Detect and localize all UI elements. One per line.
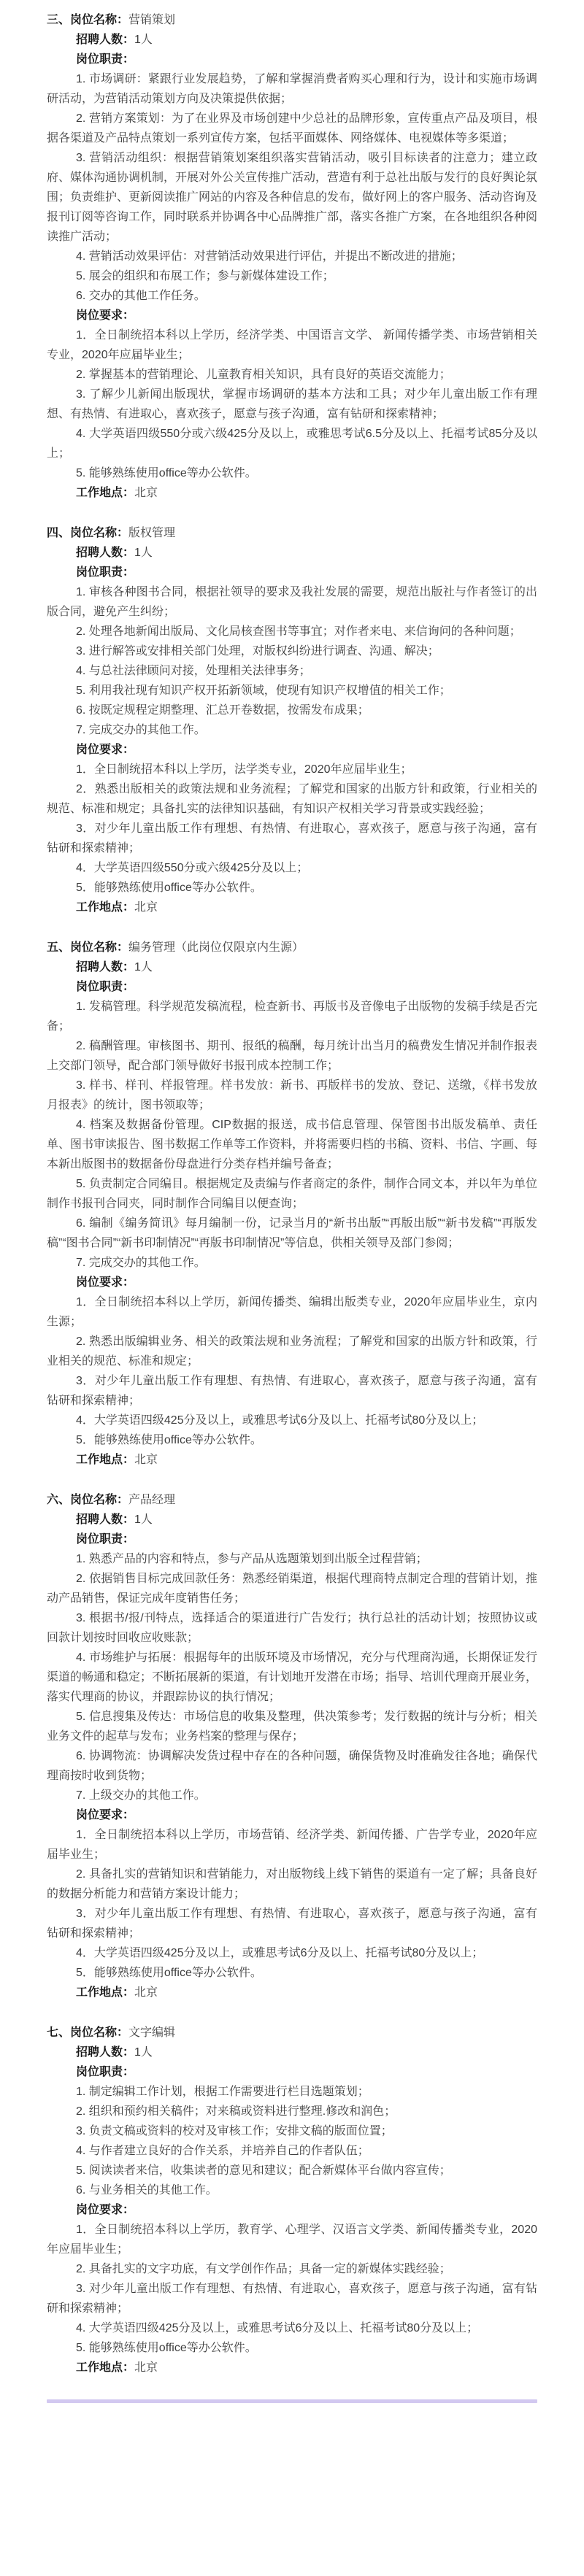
recruit-count-label: 招聘人数： [76, 1513, 135, 1526]
duties-label-line [47, 2062, 537, 2082]
requirement-item: 5. 能够熟练使用office等办公软件。 [76, 467, 257, 479]
duties-label-line [47, 563, 537, 582]
section-marketing-planning [47, 10, 537, 503]
recruit-count-line [47, 957, 537, 977]
location-line [47, 898, 537, 917]
duty-item: 1. 制定编辑工作计划，根据工作需要进行栏目选题策划； [76, 2086, 369, 2098]
duty-item: 3. 负责文稿或资料的校对及审核工作；安排文稿的版面位置； [76, 2125, 393, 2137]
duty-item: 3. 营销活动组织：根据营销策划案组织落实营销活动，吸引目标读者的注意力；建立政府、媒体沟通协调机制，开展对外公关宣传推广活动，营造有利于总社出版与发行的良好舆论氛围；负责维护、更新阅读推广网站的内容及各种信息的发布，做好网上的客户服务、活动咨询及报刊订阅等咨询工作，同时联系并协调各中心品牌推广部，落实各推广方案，在各地组织各种阅读推广活动； [47, 152, 538, 243]
position-name: 版权管理 [128, 527, 176, 539]
requirement-item: 1．全日制统招本科以上学历，新闻传播类、编辑出版类专业，2020年应届毕业生，京内生源； [47, 1296, 537, 1328]
recruit-count-value: 1人 [134, 34, 153, 46]
duties-label: 岗位职责： [76, 53, 135, 66]
requirement-item: 4．大学英语四级550分或六级425分及以上； [76, 862, 309, 874]
recruit-count-line [47, 543, 537, 563]
section-heading [47, 2023, 537, 2043]
position-name: 产品经理 [128, 1494, 176, 1506]
requirements-label-line [47, 306, 537, 325]
duties-label-line [47, 50, 537, 69]
requirements-label-line [47, 1805, 537, 1825]
requirement-item: 4．大学英语四级425分及以上，或雅思考试6分及以上、托福考试80分及以上； [76, 1947, 484, 1959]
duties-list [47, 2082, 537, 2200]
recruit-count-value: 1人 [134, 547, 153, 559]
requirement-item: 1．全日制统招本科以上学历，法学类专业，2020年应届毕业生； [76, 763, 412, 776]
location-value: 北京 [134, 901, 158, 914]
duty-item: 4. 档案及数据备份管理。CIP数据的报送，成书信息管理、保管图书出版发稿单、责任单、图书审读报告、图书数据工作单等工作资料，并将需要归档的书稿、资料、书信、字画、每本新出版图书的数据备份母盘进行分类存档并编号备查； [47, 1119, 538, 1171]
duty-item: 3. 样书、样刊、样报管理。样书发放：新书、再版样书的发放、登记、送缴，《样书发放月报表》的统计，图书领取等； [47, 1079, 537, 1111]
duties-label: 岗位职责： [76, 981, 135, 993]
recruit-count-line [47, 1510, 537, 1530]
duty-item: 4. 与作者建立良好的合作关系，并培养自己的作者队伍； [76, 2145, 369, 2157]
duty-item: 6. 编制《编务简讯》每月编制一份，记录当月的“新书出版”“再版出版”“新书发稿”“再版发稿”“图书合同”“新书印制情况”“再版书印制情况”等信息，供相关领导及部门参阅； [47, 1217, 537, 1249]
requirement-item: 2. 具备扎实的文字功底，有文学创作作品；具备一定的新媒体实践经验； [76, 2263, 451, 2275]
duty-item: 1. 市场调研：紧跟行业发展趋势，了解和掌握消费者购买心理和行为，设计和实施市场调研活动，为营销活动策划方向及决策提供依据； [47, 73, 537, 105]
location-line [47, 483, 537, 503]
duty-item: 1. 审核各种图书合同，根据社领导的要求及我社发展的需要，规范出版社与作者签订的出版合同，避免产生纠纷； [47, 586, 537, 618]
location-value: 北京 [134, 487, 158, 499]
duty-item: 2. 营销方案策划：为了在业界及市场创建中少总社的品牌形象，宣传重点产品及项目，根据各渠道及产品特点策划一系列宣传方案，包括平面媒体、网络媒体、电视媒体等多渠道； [47, 112, 537, 144]
recruit-count-line [47, 30, 537, 50]
requirement-item: 2. 具备扎实的营销知识和营销能力，对出版物线上线下销售的渠道有一定了解；具备良好的数据分析能力和营销方案设计能力； [47, 1868, 537, 1900]
location-line [47, 1450, 537, 1470]
recruit-count-label: 招聘人数： [76, 547, 135, 559]
requirement-item: 1．全日制统招本科以上学历，市场营销、经济学类、新闻传播、广告学专业，2020年应届毕业生； [47, 1829, 537, 1861]
location-label: 工作地点： [76, 901, 135, 914]
requirements-label: 岗位要求： [76, 1809, 135, 1821]
bottom-divider [47, 2399, 537, 2403]
section-copyright-management [47, 523, 537, 917]
recruit-count-label: 招聘人数： [76, 2046, 135, 2059]
requirement-item: 2. 熟悉出版编辑业务、相关的政策法规和业务流程；了解党和国家的出版方针和政策，行业相关的规范、标准和规定； [47, 1335, 537, 1368]
position-name: 营销策划 [128, 14, 176, 26]
location-line [47, 2358, 537, 2378]
duties-list [47, 1549, 537, 1805]
requirement-item: 3．对少年儿童出版工作有理想、有热情、有进取心，喜欢孩子，愿意与孩子沟通，富有钻研和探索精神； [47, 1375, 537, 1407]
duty-item: 2. 稿酬管理。审核图书、期刊、报纸的稿酬，每月统计出当月的稿费发生情况并制作报表上交部门领导，配合部门领导做好书报刊成本控制工作； [47, 1040, 537, 1072]
duty-item: 7. 上级交办的其他工作。 [76, 1789, 206, 1802]
location-label: 工作地点： [76, 487, 135, 499]
duty-item: 3. 进行解答或安排相关部门处理，对版权纠纷进行调查、沟通、解决； [76, 645, 439, 658]
requirement-item: 4. 大学英语四级550分或六级425分及以上，或雅思考试6.5分及以上、托福考试85分及以上； [47, 428, 537, 460]
requirements-list [47, 1292, 537, 1450]
location-label: 工作地点： [76, 1986, 135, 1999]
recruit-count-line [47, 2043, 537, 2062]
requirement-item: 3．对少年儿童出版工作有理想、有热情、有进取心，喜欢孩子，愿意与孩子沟通，富有钻研和探索精神； [47, 822, 537, 855]
duty-item: 5. 展会的组织和布展工作；参与新媒体建设工作； [76, 270, 334, 282]
requirement-item: 5．能够熟练使用office等办公软件。 [76, 882, 262, 894]
section-heading [47, 938, 537, 957]
duty-item: 6. 按既定规程定期整理、汇总开卷数据，按需发布成果； [76, 704, 369, 717]
duties-list [47, 582, 537, 740]
section-heading-label: 六、岗位名称： [47, 1494, 129, 1506]
requirement-item: 1．全日制统招本科以上学历，经济学类、中国语言文学、 新闻传播学类、市场营销相关专业，2020年应届毕业生； [47, 329, 537, 361]
requirements-label-line [47, 2200, 537, 2220]
section-text-editor [47, 2023, 537, 2378]
requirement-item: 3. 对少年儿童出版工作有理想、有热情、有进取心，喜欢孩子，愿意与孩子沟通，富有钻研和探索精神； [47, 2283, 537, 2315]
duties-list [47, 69, 537, 306]
location-value: 北京 [134, 1454, 158, 1466]
duty-item: 2. 组织和预约相关稿件；对来稿或资料进行整理.修改和润色； [76, 2105, 396, 2118]
requirements-label: 岗位要求： [76, 2204, 135, 2216]
duties-list [47, 997, 537, 1273]
requirement-item: 5．能够熟练使用office等办公软件。 [76, 1434, 262, 1446]
requirement-item: 5．能够熟练使用office等办公软件。 [76, 1967, 262, 1979]
recruit-count-label: 招聘人数： [76, 961, 135, 973]
location-line [47, 1983, 537, 2002]
requirements-list [47, 2220, 537, 2358]
duty-item: 7. 完成交办的其他工作。 [76, 724, 206, 736]
section-editorial-affairs [47, 938, 537, 1470]
section-heading-label: 七、岗位名称： [47, 2027, 129, 2039]
requirements-label-line [47, 1273, 537, 1292]
duty-item: 4. 营销活动效果评估：对营销活动效果进行评估，并提出不断改进的措施； [76, 250, 463, 263]
duties-label: 岗位职责： [76, 1533, 135, 1546]
section-heading-label: 五、岗位名称： [47, 941, 129, 954]
section-heading [47, 10, 537, 30]
section-heading-label: 四、岗位名称： [47, 527, 129, 539]
location-label: 工作地点： [76, 1454, 135, 1466]
location-value: 北京 [134, 1986, 158, 1999]
recruit-count-value: 1人 [134, 2046, 153, 2059]
requirements-list [47, 325, 537, 483]
duties-label-line [47, 977, 537, 997]
duty-item: 3. 根据书/报/刊特点，选择适合的渠道进行广告发行；执行总社的活动计划；按照协议或回款计划按时回收应收账款； [47, 1612, 537, 1644]
requirements-label: 岗位要求： [76, 744, 135, 756]
requirement-item: 2. 掌握基本的营销理论、儿童教育相关知识，具有良好的英语交流能力； [76, 369, 451, 381]
duty-item: 2. 处理各地新闻出版局、文化局核查图书等事宜；对作者来电、来信询问的各种问题； [76, 625, 521, 638]
duty-item: 6. 与业务相关的其他工作。 [76, 2184, 218, 2197]
position-name: 文字编辑 [128, 2027, 176, 2039]
location-value: 北京 [134, 2361, 158, 2374]
requirement-item: 3．对少年儿童出版工作有理想、有热情、有进取心，喜欢孩子，愿意与孩子沟通，富有钻研和探索精神； [47, 1908, 537, 1940]
requirements-list [47, 1825, 537, 1983]
duty-item: 6. 协调物流：协调解决发货过程中存在的各种问题，确保货物及时准确发往各地；确保代理商按时收到货物； [47, 1750, 537, 1782]
duty-item: 5. 负责制定合同编目。根据规定及责编与作者商定的条件，制作合同文本，并以年为单位制作书报刊合同夹，同时制作合同编目以便查询； [47, 1178, 537, 1210]
recruit-count-label: 招聘人数： [76, 34, 135, 46]
requirements-label: 岗位要求： [76, 309, 135, 322]
duty-item: 7. 完成交办的其他工作。 [76, 1257, 206, 1269]
requirements-label-line [47, 740, 537, 760]
recruit-count-value: 1人 [134, 1513, 153, 1526]
recruit-count-value: 1人 [134, 961, 153, 973]
duty-item: 5. 阅读读者来信，收集读者的意见和建议；配合新媒体平台做内容宣传； [76, 2164, 451, 2177]
duties-label: 岗位职责： [76, 566, 135, 579]
duties-label-line [47, 1530, 537, 1549]
section-heading [47, 523, 537, 543]
duties-label: 岗位职责： [76, 2066, 135, 2078]
requirement-item: 4．大学英语四级425分及以上，或雅思考试6分及以上、托福考试80分及以上； [76, 1414, 484, 1427]
duty-item: 1. 发稿管理。科学规范发稿流程，检查新书、再版书及音像电子出版物的发稿手续是否完备； [47, 1000, 537, 1033]
section-product-manager [47, 1490, 537, 2002]
section-heading-label: 三、岗位名称： [47, 14, 129, 26]
requirements-list [47, 760, 537, 898]
requirement-item: 1．全日制统招本科以上学历，教育学、心理学、汉语言文学类、新闻传播类专业，2020年应届毕业生； [47, 2224, 537, 2256]
duty-item: 4. 市场维护与拓展：根据每年的出版环境及市场情况，充分与代理商沟通，长期保证发行渠道的畅通和稳定；不断拓展新的渠道，有计划地开发潜在市场；指导、培训代理商开展业务，落实代理商的协议，并跟踪协议的执行情况； [47, 1651, 538, 1703]
position-name: 编务管理（此岗位仅限京内生源） [128, 941, 304, 954]
requirement-item: 5. 能够熟练使用office等办公软件。 [76, 2342, 257, 2354]
requirement-item: 3. 了解少儿新闻出版现状，掌握市场调研的基本方法和工具；对少年儿童出版工作有理想、有热情、有进取心，喜欢孩子，愿意与孩子沟通，富有钻研和探索精神； [47, 388, 537, 420]
requirements-label: 岗位要求： [76, 1276, 135, 1289]
duty-item: 1. 熟悉产品的内容和特点，参与产品从选题策划到出版全过程营销； [76, 1553, 428, 1565]
duty-item: 4. 与总社法律顾问对接，处理相关法律事务； [76, 665, 311, 677]
duty-item: 5. 利用我社现有知识产权开拓新领域，使现有知识产权增值的相关工作； [76, 685, 451, 697]
duty-item: 6. 交办的其他工作任务。 [76, 290, 206, 302]
requirement-item: 2．熟悉出版相关的政策法规和业务流程；了解党和国家的出版方针和政策，行业相关的规范、标准和规定；具备扎实的法律知识基础，有知识产权相关学习背景或实践经验； [47, 783, 537, 815]
requirement-item: 4. 大学英语四级425分及以上，或雅思考试6分及以上、托福考试80分及以上； [76, 2322, 479, 2334]
section-heading [47, 1490, 537, 1510]
duty-item: 2. 依据销售目标完成回款任务：熟悉经销渠道，根据代理商特点制定合理的营销计划，推动产品销售，保证完成年度销售任务； [47, 1573, 537, 1605]
location-label: 工作地点： [76, 2361, 135, 2374]
duty-item: 5. 信息搜集及传达：市场信息的收集及整理，供决策参考；发行数据的统计与分析；相关业务文件的起草与发布；业务档案的整理与保存； [47, 1711, 537, 1743]
